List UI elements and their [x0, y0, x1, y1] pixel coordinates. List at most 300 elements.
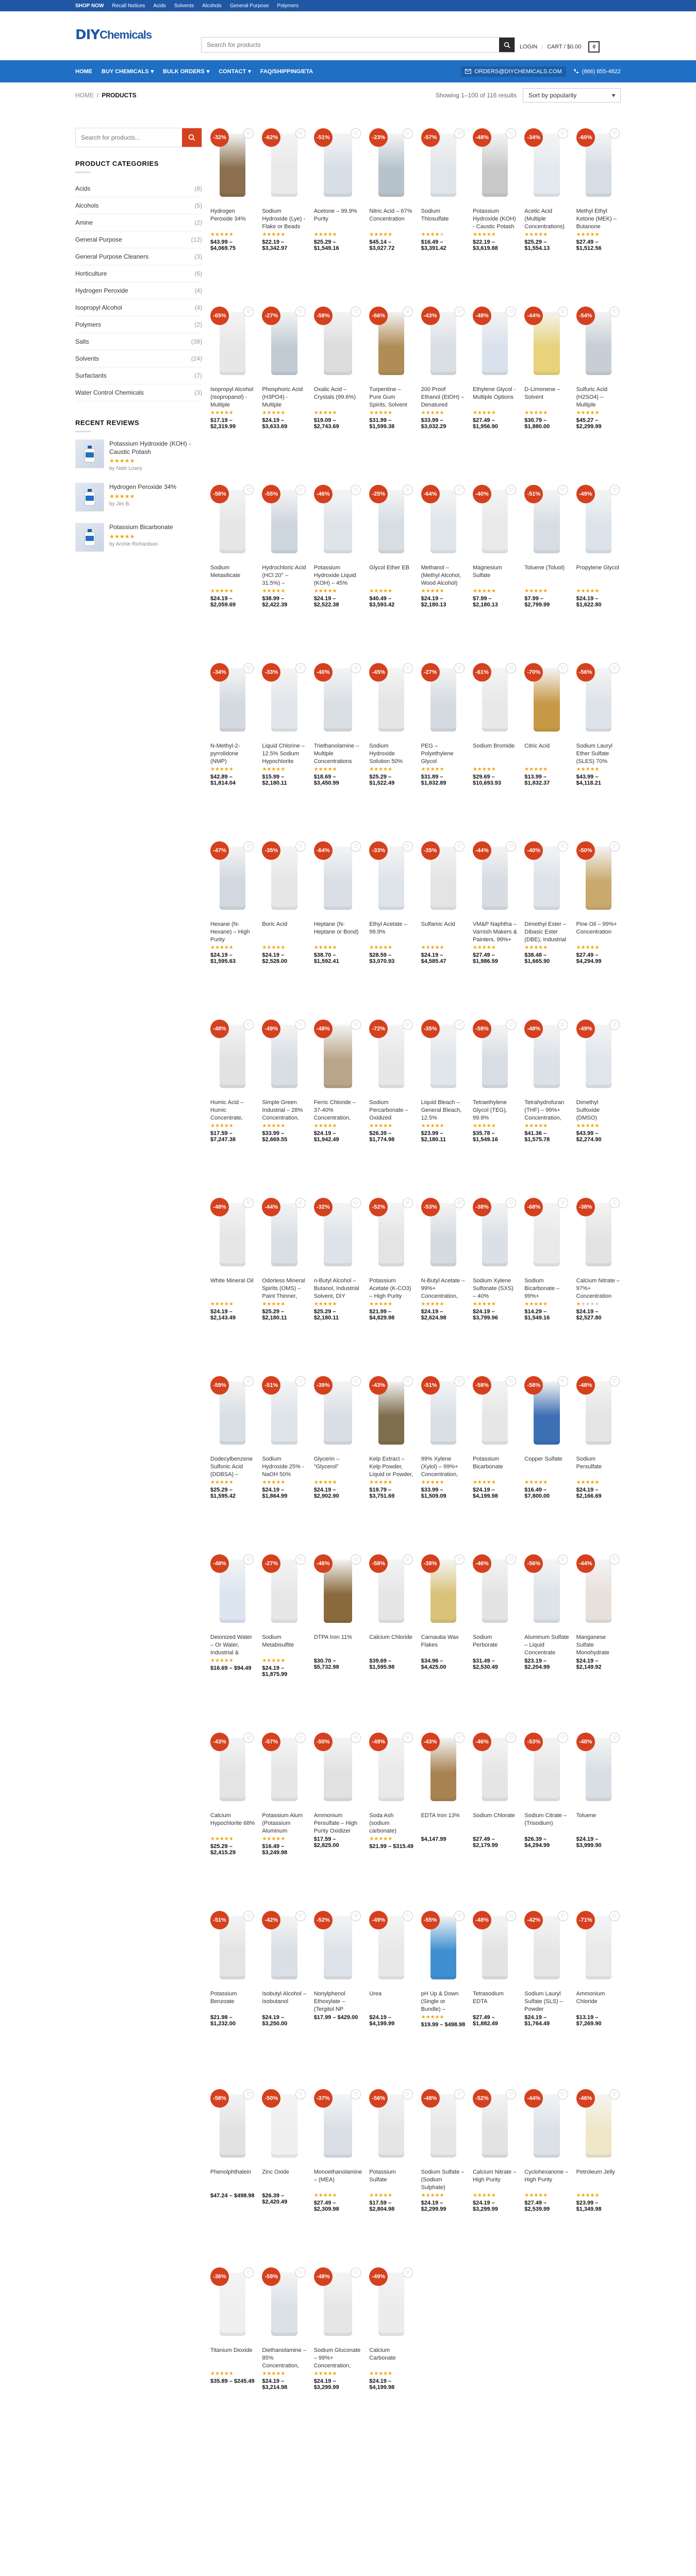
product-name[interactable]: Sodium Hydroxide Solution 50% — [369, 743, 403, 765]
wishlist-button[interactable] — [609, 1554, 620, 1565]
product-image[interactable] — [576, 839, 621, 917]
wishlist-button[interactable] — [351, 2267, 361, 2278]
site-logo[interactable] — [75, 26, 152, 44]
product-card[interactable] — [421, 1909, 466, 2074]
product-name[interactable]: Calcium Nitrate – High Purity — [472, 2169, 517, 2183]
product-name[interactable]: Ethylene Glycol - Multiple Options — [472, 386, 516, 400]
wishlist-button[interactable] — [403, 1911, 413, 1921]
product-image[interactable] — [369, 2265, 413, 2343]
wishlist-button[interactable] — [454, 2089, 465, 2099]
product-card[interactable] — [314, 1374, 362, 1539]
product-card[interactable] — [576, 1196, 621, 1361]
product-card[interactable] — [262, 661, 306, 826]
wishlist-button[interactable] — [506, 485, 516, 495]
product-card[interactable] — [421, 661, 466, 826]
wishlist-button[interactable] — [403, 841, 413, 852]
wishlist-button[interactable] — [403, 1198, 413, 1208]
wishlist-button[interactable] — [351, 1376, 361, 1386]
product-image[interactable] — [524, 1731, 569, 1808]
product-name[interactable]: N-Methyl-2-pyrrolidone (NMP) — [210, 743, 240, 765]
wishlist-button[interactable] — [609, 1911, 620, 1921]
product-card[interactable] — [314, 1018, 362, 1182]
product-name[interactable]: Ammonium Chloride — [576, 1991, 605, 2005]
product-image[interactable] — [421, 1018, 466, 1095]
product-card[interactable] — [210, 1374, 255, 1539]
product-name[interactable]: Liquid Bleach – General Bleach, 12.5% — [421, 1099, 462, 1121]
product-image[interactable] — [314, 1552, 362, 1630]
product-card[interactable] — [369, 1018, 413, 1182]
product-image[interactable] — [421, 126, 466, 204]
product-card[interactable] — [576, 1018, 621, 1182]
topbar-link[interactable]: Solvents — [174, 3, 194, 9]
product-name[interactable]: DTPA Iron 11% — [313, 1634, 352, 1640]
product-name[interactable]: Dodecylbenzene Sulfonic Acid (DDBSA) – — [210, 1456, 253, 1478]
wishlist-button[interactable] — [295, 841, 306, 852]
wishlist-button[interactable] — [403, 485, 413, 495]
topbar-link[interactable]: Alcohols — [202, 3, 222, 9]
product-image[interactable] — [210, 1196, 255, 1273]
wishlist-button[interactable] — [403, 1020, 413, 1030]
wishlist-button[interactable] — [351, 841, 361, 852]
wishlist-button[interactable] — [506, 1733, 516, 1743]
product-image[interactable] — [262, 839, 306, 917]
product-card[interactable] — [473, 1374, 517, 1539]
product-name[interactable]: Sodium Bromide — [472, 743, 515, 749]
wishlist-button[interactable] — [403, 1554, 413, 1565]
product-image[interactable] — [210, 1374, 255, 1451]
product-card[interactable] — [473, 1909, 517, 2074]
wishlist-button[interactable] — [351, 1020, 361, 1030]
product-image[interactable] — [314, 2265, 362, 2343]
product-card[interactable] — [314, 2265, 362, 2430]
product-name[interactable]: Dimethyl Sulfoxide (DMSO) — [576, 1099, 600, 1121]
product-card[interactable] — [369, 1731, 413, 1895]
product-card[interactable] — [262, 1196, 306, 1361]
nav-item[interactable] — [260, 68, 313, 75]
product-name[interactable]: Aluminum Sulfate – Liquid Concentrate — [524, 1634, 569, 1656]
product-image[interactable] — [369, 1196, 413, 1273]
product-name[interactable]: Ferric Chloride – 37-40% Concentration, — [313, 1099, 356, 1121]
wishlist-button[interactable] — [506, 2089, 516, 2099]
product-card[interactable] — [369, 2265, 413, 2430]
product-image[interactable] — [210, 2087, 255, 2164]
product-name[interactable]: Toluene — [576, 1812, 596, 1819]
product-name[interactable]: Propylene Glycol — [576, 565, 619, 571]
product-card[interactable] — [314, 1909, 362, 2074]
product-image[interactable] — [524, 661, 569, 738]
product-image[interactable] — [262, 1552, 306, 1630]
wishlist-button[interactable] — [403, 1376, 413, 1386]
topbar-link[interactable]: Acids — [153, 3, 166, 9]
product-card[interactable] — [210, 1018, 255, 1182]
wishlist-button[interactable] — [351, 663, 361, 673]
product-name[interactable]: Phosphoric Acid (H3PO4) - Multiple — [262, 386, 303, 408]
product-image[interactable] — [210, 839, 255, 917]
product-name[interactable]: N-Butyl Acetate – 99%+ Concentration, — [421, 1278, 465, 1299]
product-name[interactable]: Sodium Sulfate – (Sodium Sulphate) — [421, 2169, 465, 2191]
wishlist-button[interactable] — [609, 1733, 620, 1743]
review-thumbnail[interactable] — [75, 439, 104, 468]
product-card[interactable] — [421, 304, 466, 469]
product-card[interactable] — [369, 126, 413, 291]
product-name[interactable]: Sodium Hydroxide 25% - NaOH 50% — [262, 1456, 304, 1478]
product-name[interactable]: Simple Green Industrial – 28% Concentration, — [262, 1099, 303, 1121]
product-image[interactable] — [576, 1018, 621, 1095]
product-name[interactable]: Nitric Acid – 67% Concentration — [369, 208, 412, 222]
wishlist-button[interactable] — [351, 307, 361, 317]
wishlist-button[interactable] — [243, 1733, 254, 1743]
product-card[interactable] — [524, 1018, 569, 1182]
product-card[interactable] — [210, 2087, 255, 2252]
product-name[interactable]: Ammonium Persulfate – High Purity Oxidizer — [313, 1812, 358, 1834]
product-name[interactable]: Acetic Acid (Multiple Concentrations) — [524, 208, 565, 230]
wishlist-button[interactable] — [351, 1198, 361, 1208]
wishlist-button[interactable] — [295, 1376, 306, 1386]
wishlist-button[interactable] — [609, 1020, 620, 1030]
product-image[interactable] — [524, 1196, 569, 1273]
product-card[interactable] — [473, 1196, 517, 1361]
product-name[interactable]: 200 Proof Ethanol (EtOH) – Denatured — [421, 386, 465, 408]
product-name[interactable]: Sodium Lauryl Sulfate (SLS) – Powder — [524, 1991, 563, 2012]
product-card[interactable] — [314, 2087, 362, 2252]
product-card[interactable] — [473, 839, 517, 1004]
product-image[interactable] — [524, 483, 569, 560]
review-item[interactable] — [75, 483, 202, 512]
product-card[interactable] — [210, 304, 255, 469]
product-image[interactable] — [210, 1552, 255, 1630]
product-name[interactable]: Acetone – 99.9% Purity — [313, 208, 357, 222]
wishlist-button[interactable] — [454, 128, 465, 139]
category-item[interactable] — [75, 265, 202, 282]
wishlist-button[interactable] — [558, 307, 568, 317]
product-image[interactable] — [210, 661, 255, 738]
product-card[interactable] — [210, 483, 255, 648]
product-name[interactable]: Turpentine – Pure Gum Spirits, Solvent — [369, 386, 407, 408]
product-card[interactable] — [473, 2087, 517, 2252]
product-name[interactable]: Isopropyl Alcohol (Isopropanol) - Multiple — [210, 386, 254, 408]
wishlist-button[interactable] — [243, 663, 254, 673]
product-card[interactable] — [421, 483, 466, 648]
wishlist-button[interactable] — [454, 307, 465, 317]
wishlist-button[interactable] — [403, 2267, 413, 2278]
wishlist-button[interactable] — [454, 1020, 465, 1030]
category-item[interactable] — [75, 333, 202, 350]
product-image[interactable] — [421, 1731, 466, 1808]
wishlist-button[interactable] — [351, 1911, 361, 1921]
product-card[interactable] — [576, 126, 621, 291]
product-image[interactable] — [473, 483, 517, 560]
category-item[interactable] — [75, 197, 202, 214]
review-item[interactable] — [75, 523, 202, 552]
wishlist-button[interactable] — [558, 1198, 568, 1208]
product-image[interactable] — [314, 1196, 362, 1273]
product-image[interactable] — [524, 2087, 569, 2164]
cart-link[interactable]: CART / $0.00 — [547, 44, 582, 50]
wishlist-button[interactable] — [351, 1554, 361, 1565]
product-image[interactable] — [421, 483, 466, 560]
wishlist-button[interactable] — [243, 485, 254, 495]
product-card[interactable] — [576, 1374, 621, 1539]
product-name[interactable]: Sulfamic Acid — [421, 921, 455, 927]
product-card[interactable] — [210, 1731, 255, 1895]
product-image[interactable] — [524, 126, 569, 204]
product-name[interactable]: D-Limonene – Solvent — [524, 386, 560, 400]
wishlist-button[interactable] — [558, 1376, 568, 1386]
product-image[interactable] — [210, 1909, 255, 1986]
wishlist-button[interactable] — [506, 128, 516, 139]
wishlist-button[interactable] — [454, 841, 465, 852]
product-name[interactable]: Sodium Metasilicate — [210, 565, 241, 579]
cart-icon[interactable]: 0 — [588, 41, 600, 53]
wishlist-button[interactable] — [243, 1376, 254, 1386]
product-image[interactable] — [314, 2087, 362, 2164]
category-item[interactable] — [75, 231, 202, 248]
category-item[interactable] — [75, 384, 202, 401]
product-card[interactable] — [262, 1018, 306, 1182]
review-thumbnail[interactable] — [75, 483, 104, 512]
product-name[interactable]: Calcium Nitrate – 97%+ Concentration — [576, 1278, 620, 1299]
product-image[interactable] — [524, 1909, 569, 1986]
product-card[interactable] — [421, 1374, 466, 1539]
wishlist-button[interactable] — [351, 485, 361, 495]
product-image[interactable] — [262, 2265, 306, 2343]
product-name[interactable]: Urea — [369, 1991, 382, 1997]
wishlist-button[interactable] — [295, 663, 306, 673]
product-image[interactable] — [262, 1909, 306, 1986]
product-card[interactable] — [210, 126, 255, 291]
product-image[interactable] — [576, 1731, 621, 1808]
wishlist-button[interactable] — [454, 663, 465, 673]
category-item[interactable] — [75, 282, 202, 299]
product-image[interactable] — [369, 1018, 413, 1095]
wishlist-button[interactable] — [454, 485, 465, 495]
product-image[interactable] — [262, 1018, 306, 1095]
wishlist-button[interactable] — [506, 1376, 516, 1386]
product-card[interactable] — [314, 839, 362, 1004]
product-name[interactable]: Sodium Thiosulfate — [421, 208, 449, 222]
product-name[interactable]: Hexane (N-Hexane) – High Purity — [210, 921, 250, 943]
wishlist-button[interactable] — [558, 1020, 568, 1030]
product-card[interactable] — [576, 483, 621, 648]
product-card[interactable] — [262, 126, 306, 291]
wishlist-button[interactable] — [609, 128, 620, 139]
product-image[interactable] — [210, 304, 255, 382]
product-card[interactable] — [369, 2087, 413, 2252]
product-card[interactable] — [262, 1909, 306, 2074]
product-image[interactable] — [576, 2087, 621, 2164]
review-product-title[interactable]: Hydrogen Peroxide 34% — [109, 483, 177, 491]
wishlist-button[interactable] — [454, 1733, 465, 1743]
product-name[interactable]: Nonylphenol Ethoxylate – (Tergitol NP — [313, 1991, 345, 2012]
wishlist-button[interactable] — [295, 2267, 306, 2278]
wishlist-button[interactable] — [351, 1733, 361, 1743]
product-image[interactable] — [314, 1909, 362, 1986]
product-name[interactable]: VM&P Naphtha – Varnish Makers & Painters, 99%+ — [472, 921, 517, 943]
wishlist-button[interactable] — [295, 2089, 306, 2099]
product-name[interactable]: Carnauba Wax Flakes — [421, 1634, 459, 1648]
product-card[interactable] — [421, 1196, 466, 1361]
product-card[interactable] — [421, 839, 466, 1004]
topbar-link[interactable]: General Purpose — [229, 3, 269, 9]
product-card[interactable] — [421, 1731, 466, 1895]
product-name[interactable]: Liquid Chlorine – 12.5% Sodium Hypochlorite — [262, 743, 305, 765]
product-card[interactable] — [576, 1552, 621, 1717]
product-name[interactable]: White Mineral Oil — [210, 1278, 254, 1284]
product-name[interactable]: Boric Acid — [262, 921, 288, 927]
product-name[interactable]: Citric Acid — [524, 743, 550, 749]
product-image[interactable] — [524, 304, 569, 382]
product-card[interactable] — [262, 304, 306, 469]
product-image[interactable] — [369, 839, 413, 917]
wishlist-button[interactable] — [403, 128, 413, 139]
product-card[interactable] — [369, 661, 413, 826]
product-name[interactable]: Zinc Oxide — [262, 2169, 289, 2175]
product-image[interactable] — [369, 661, 413, 738]
wishlist-button[interactable] — [454, 1376, 465, 1386]
product-card[interactable] — [421, 1018, 466, 1182]
product-name[interactable]: Sodium Hydroxide (Lye) - Flake or Beads — [262, 208, 306, 230]
product-card[interactable] — [473, 126, 517, 291]
wishlist-button[interactable] — [351, 2089, 361, 2099]
product-card[interactable] — [473, 661, 517, 826]
product-card[interactable] — [524, 483, 569, 648]
product-card[interactable] — [210, 1909, 255, 2074]
product-card[interactable] — [314, 126, 362, 291]
product-image[interactable] — [576, 1374, 621, 1451]
wishlist-button[interactable] — [609, 841, 620, 852]
wishlist-button[interactable] — [243, 307, 254, 317]
product-name[interactable]: Toluene (Toluol) — [524, 565, 565, 571]
wishlist-button[interactable] — [295, 1911, 306, 1921]
wishlist-button[interactable] — [558, 2089, 568, 2099]
category-item[interactable] — [75, 350, 202, 367]
nav-item[interactable] — [102, 68, 154, 75]
product-name[interactable]: Humic Acid – Humic Concentrate, — [210, 1099, 244, 1121]
product-image[interactable] — [369, 1909, 413, 1986]
wishlist-button[interactable] — [558, 1911, 568, 1921]
product-name[interactable]: Potassium Benzoate — [210, 1991, 237, 2005]
product-image[interactable] — [369, 2087, 413, 2164]
product-image[interactable] — [314, 1374, 362, 1451]
wishlist-button[interactable] — [609, 663, 620, 673]
product-card[interactable] — [524, 1552, 569, 1717]
wishlist-button[interactable] — [506, 307, 516, 317]
product-image[interactable] — [210, 2265, 255, 2343]
product-card[interactable] — [524, 126, 569, 291]
product-name[interactable]: 99% Xylene (Xylol) – 99%+ Concentration, — [421, 1456, 458, 1478]
product-name[interactable]: Calcium Carbonate — [369, 2347, 396, 2361]
product-card[interactable] — [262, 483, 306, 648]
topbar-link[interactable]: Polymers — [277, 3, 299, 9]
product-card[interactable] — [473, 1018, 517, 1182]
wishlist-button[interactable] — [506, 1554, 516, 1565]
product-image[interactable] — [369, 304, 413, 382]
product-image[interactable] — [576, 1909, 621, 1986]
product-name[interactable]: Hydrogen Peroxide 34% — [210, 208, 246, 222]
nav-item[interactable] — [163, 68, 209, 75]
product-name[interactable]: Tetraethylene Glycol (TEG), 99.9% — [472, 1099, 507, 1121]
product-image[interactable] — [421, 304, 466, 382]
nav-email[interactable] — [461, 66, 566, 77]
product-card[interactable] — [524, 2087, 569, 2252]
product-card[interactable] — [576, 1731, 621, 1895]
wishlist-button[interactable] — [403, 663, 413, 673]
product-image[interactable] — [576, 126, 621, 204]
product-name[interactable]: Copper Sulfate — [524, 1456, 562, 1462]
product-image[interactable] — [473, 1374, 517, 1451]
product-image[interactable] — [314, 1018, 362, 1095]
product-card[interactable] — [314, 304, 362, 469]
wishlist-button[interactable] — [454, 1198, 465, 1208]
wishlist-button[interactable] — [558, 1733, 568, 1743]
product-image[interactable] — [314, 483, 362, 560]
product-image[interactable] — [210, 1018, 255, 1095]
wishlist-button[interactable] — [295, 1733, 306, 1743]
product-name[interactable]: Hydrochloric Acid (HCl 20° – 31.5%) – — [262, 565, 306, 586]
wishlist-button[interactable] — [243, 1020, 254, 1030]
product-image[interactable] — [421, 1909, 466, 1986]
sidebar-search-button[interactable] — [182, 128, 202, 147]
login-link[interactable]: LOGIN — [520, 44, 538, 50]
wishlist-button[interactable] — [609, 485, 620, 495]
wishlist-button[interactable] — [295, 485, 306, 495]
category-item[interactable] — [75, 248, 202, 265]
product-name[interactable]: Potassium Alum (Potassium Aluminum — [262, 1812, 303, 1834]
product-image[interactable] — [262, 1374, 306, 1451]
product-image[interactable] — [576, 1196, 621, 1273]
product-card[interactable] — [524, 661, 569, 826]
wishlist-button[interactable] — [403, 307, 413, 317]
category-item[interactable] — [75, 214, 202, 231]
product-image[interactable] — [314, 661, 362, 738]
product-name[interactable]: Odorless Mineral Spirits (OMS) – Paint Thinner, — [262, 1278, 305, 1299]
product-name[interactable]: Cyclohexanone – High Purity — [524, 2169, 569, 2183]
product-card[interactable] — [210, 2265, 255, 2430]
product-image[interactable] — [473, 839, 517, 917]
wishlist-button[interactable] — [295, 1554, 306, 1565]
product-card[interactable] — [262, 839, 306, 1004]
wishlist-button[interactable] — [295, 1198, 306, 1208]
wishlist-button[interactable] — [403, 2089, 413, 2099]
product-name[interactable]: Calcium Hypochlorite 68% — [210, 1812, 255, 1826]
review-thumbnail[interactable] — [75, 523, 104, 552]
wishlist-button[interactable] — [243, 841, 254, 852]
category-item[interactable] — [75, 367, 202, 384]
product-card[interactable] — [314, 1196, 362, 1361]
product-image[interactable] — [369, 1374, 413, 1451]
product-name[interactable]: Sodium Bicarbonate – 99%+ — [524, 1278, 560, 1299]
wishlist-button[interactable] — [243, 2089, 254, 2099]
product-card[interactable] — [421, 126, 466, 291]
product-card[interactable] — [314, 1552, 362, 1717]
product-name[interactable]: Ethyl Acetate – 99.9% — [369, 921, 407, 935]
review-product-title[interactable]: Potassium Bicarbonate — [109, 523, 173, 531]
product-image[interactable] — [421, 2087, 466, 2164]
product-image[interactable] — [473, 661, 517, 738]
product-image[interactable] — [210, 1731, 255, 1808]
product-name[interactable]: Monoethanolamine – (MEA) — [313, 2169, 362, 2183]
product-name[interactable]: Sodium Metabisulfite — [262, 1634, 294, 1648]
review-item[interactable] — [75, 439, 202, 471]
wishlist-button[interactable] — [609, 307, 620, 317]
product-card[interactable] — [262, 1552, 306, 1717]
product-name[interactable]: Deionized Water – Or Water, Industrial & — [210, 1634, 252, 1656]
product-card[interactable] — [524, 1196, 569, 1361]
product-card[interactable] — [421, 1552, 466, 1717]
wishlist-button[interactable] — [506, 841, 516, 852]
product-image[interactable] — [421, 1552, 466, 1630]
breadcrumb-home[interactable]: HOME — [75, 92, 94, 99]
